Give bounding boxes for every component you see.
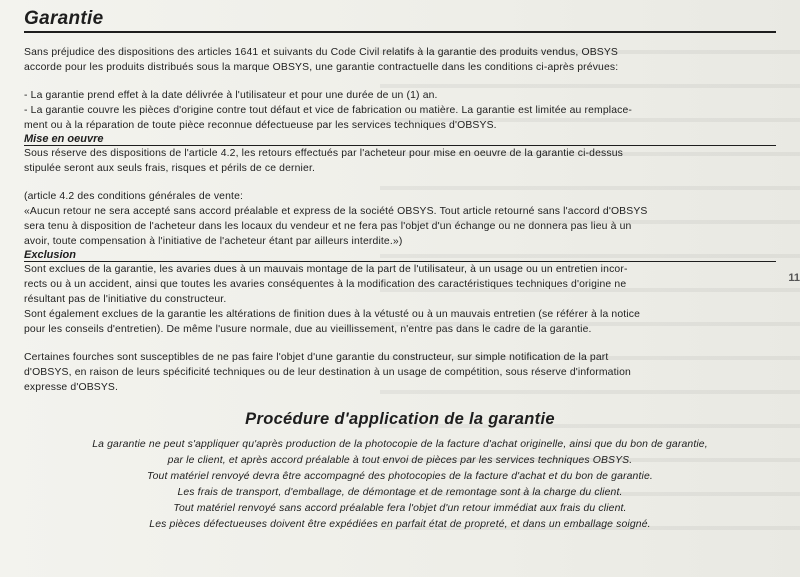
mise-paragraph-1 [24,146,776,176]
condition-item: - La garantie couvre les pièces d'origine contre tout défaut et vice de fabrication ou matière. La garantie est limitée au remplace- [24,105,633,116]
condition-item: ment ou à la réparation de toute pièce reconnue défectueuse par les services techniques d'OBSYS. [24,120,497,131]
condition-item: - La garantie prend effet à la date délivrée à l'utilisateur et pour une durée de un (1) an. [24,90,438,101]
procedure-line: Tout matériel renvoyé sans accord préalable fera l'objet d'un retour immédiat aux frais du client. [173,503,627,514]
procedure-line: par le client, et après accord préalable à tout envoi de pièces par les services techniques OBSYS. [167,455,633,466]
exclusion-paragraph-2 [24,350,776,395]
mise-paragraph-2 [24,189,776,249]
procedure-lines [24,437,776,533]
page-number: 11 [788,272,800,284]
procedure-line: Les pièces défectueuses doivent être expédiées en parfait état de propreté, et dans un emballage soigné. [149,519,651,530]
conditions-list [24,88,776,133]
text-line: (article 4.2 des conditions générales de vente: [24,191,244,202]
text-line: pour les conseils d'entretien). De même l'usure normale, due au vieillissement, n'entre pas dans le cadre de la garantie. [24,324,592,335]
text-line: Sont exclues de la garantie, les avaries dues à un mauvais montage de la part de l'utilisateur, à un usage ou un entretien incor- [24,264,628,275]
procedure-line: Les frais de transport, d'emballage, de démontage et de remontage sont à la charge du client. [177,487,623,498]
text-line: résultant pas de l'initiative du constructeur. [24,294,227,305]
section-heading-mise-en-oeuvre: Mise en oeuvre [24,133,776,146]
text-line: accorde pour les produits distribués sous la marque OBSYS, une garantie contractuelle dans les conditions ci-après prévues: [24,62,619,73]
section-heading-exclusion: Exclusion [24,249,776,262]
text-line: Sont également exclues de la garantie les altérations de finition dues à la vétusté ou à un mauvais entretien (se référer à la notice [24,309,641,320]
text-line: rects ou à un accident, ainsi que toutes les avaries conséquentes à la modification des caractéristiques techniques d'origine ne [24,279,627,290]
text-line: sera tenu à disposition de l'acheteur dans les locaux du vendeur et ne fera pas l'objet d'un échange ou ne donnera pas lieu à un [24,221,632,232]
document-content [24,8,776,533]
procedure-line: Tout matériel renvoyé devra être accompagné des photocopies de la facture d'achat et du bon de garantie. [147,471,653,482]
text-line: Sans préjudice des dispositions des articles 1641 et suivants du Code Civil relatifs à la garantie des produits vendus, OBSYS [24,47,619,58]
text-line: «Aucun retour ne sera accepté sans accord préalable et express de la société OBSYS. Tout article retourné sans l'accord d'OBSYS [24,206,648,217]
text-line: expresse d'OBSYS. [24,382,119,393]
text-line: avoir, toute compensation à l'initiative de l'acheteur étant par ailleurs interdite.») [24,236,403,247]
text-line: stipulée seront aux seuls frais, risques et périls de ce dernier. [24,163,316,174]
procedure-line: La garantie ne peut s'appliquer qu'après production de la photocopie de la facture d'achat originelle, ainsi que du bon de garantie, [92,439,708,450]
exclusion-paragraph-1 [24,262,776,337]
text-line: Certaines fourches sont susceptibles de ne pas faire l'objet d'une garantie du constructeur, sur simple notification de la part [24,352,609,363]
intro-paragraph [24,45,776,75]
text-line: Sous réserve des dispositions de l'article 4.2, les retours effectués par l'acheteur pour mise en oeuvre de la garantie ci-dessus [24,148,623,159]
page-title: Garantie [24,8,776,33]
text-line: d'OBSYS, en raison de leurs spécificité techniques ou de leur destination à un usage de compétition, sous réserve d'information [24,367,631,378]
procedure-heading: Procédure d'application de la garantie [245,410,555,428]
